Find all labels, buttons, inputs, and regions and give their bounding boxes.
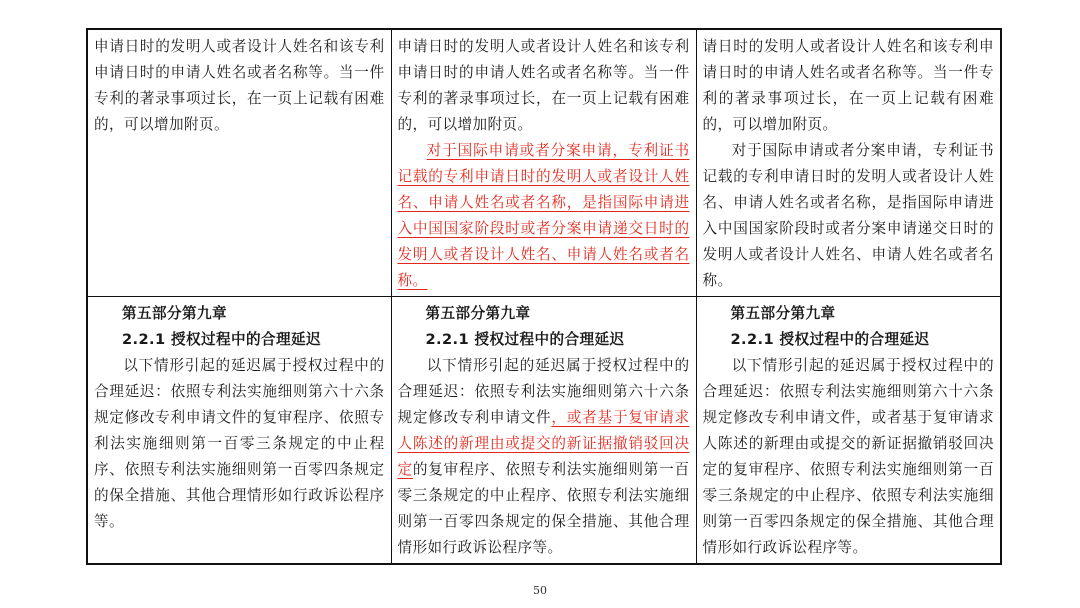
- paragraph: 请日时的发明人或者设计人姓名和该专利申请日时的申请人姓名或者名称等。当一件专利的著录事项过长，在一页上记载有困难的，可以增加附页。: [702, 38, 994, 133]
- comparison-table: [86, 28, 1002, 565]
- added-text: ，或者基于复审请求人陈述的新理由或提交的新证据撤销驳回决定: [397, 409, 690, 478]
- paragraph: [398, 353, 690, 561]
- paragraph: 申请日时的发明人或者设计人姓名和该专利申请日时的申请人姓名或者名称等。当一件专利的著录事项过长，在一页上记载有困难的，可以增加附页。: [94, 38, 385, 133]
- added-text: 对于国际申请或者分案申请，专利证书记载的专利申请日时的发明人或者设计人姓名、申请人姓名或者名称，是指国际申请进入中国国家阶段时或者分案申请递交日时的发明人或者设计人姓名、申请人姓名或者名称。: [397, 142, 690, 289]
- revised-text-cell: [391, 297, 696, 565]
- original-text-cell: [87, 297, 391, 565]
- section-heading: 第五部分第九章: [122, 305, 227, 322]
- paragraph: 以下情形引起的延迟属于授权过程中的合理延迟：依照专利法实施细则第六十六条规定修改专利申请文件的复审程序、依照专利法实施细则第一百零三条规定的中止程序、依照专利法实施细则第一百零四条规定的保全措施、其他合理情形如行政诉讼程序等。: [94, 357, 385, 530]
- table-row: [87, 297, 1001, 565]
- subsection-heading: 2.2.1 授权过程中的合理延迟: [122, 331, 321, 348]
- added-paragraph: [398, 138, 690, 294]
- revised-text-cell: [391, 29, 696, 297]
- original-text-cell: [87, 29, 391, 297]
- body-text: 的复审程序、依照专利法实施细则第一百零三条规定的中止程序、依照专利法实施细则第一百零四条规定的保全措施、其他合理情形如行政诉讼程序等。: [397, 461, 690, 556]
- subsection-heading: 2.2.1 授权过程中的合理延迟: [730, 331, 930, 348]
- section-heading: 第五部分第九章: [425, 305, 531, 322]
- page-number: 50: [533, 584, 547, 597]
- body-text: 以下情形引起的延迟属于授权过程中的合理延迟：依照专利法实施细则第六十六条规定修改专利申请文件: [397, 357, 690, 426]
- paragraph: 对于国际申请或者分案申请，专利证书记载的专利申请日时的发明人或者设计人姓名、申请人姓名或者名称，是指国际申请进入中国国家阶段时或者分案申请递交日时的发明人或者设计人姓名、申请人姓名或者名称。: [702, 142, 994, 289]
- paragraph: 申请日时的发明人或者设计人姓名和该专利申请日时的申请人姓名或者名称等。当一件专利的著录事项过长，在一页上记载有困难的，可以增加附页。: [397, 38, 690, 133]
- subsection-heading: 2.2.1 授权过程中的合理延迟: [425, 331, 625, 348]
- paragraph: 以下情形引起的延迟属于授权过程中的合理延迟：依照专利法实施细则第六十六条规定修改专利申请文件，或者基于复审请求人陈述的新理由或提交的新证据撤销驳回决定的复审程序、依照专利法实施细则第一百零三条规定的中止程序、依照专利法实施细则第一百零四条规定的保全措施、其他合理情形如行政诉讼程序等。: [702, 357, 994, 556]
- section-heading: 第五部分第九章: [730, 305, 836, 322]
- clean-text-cell: [696, 29, 1001, 297]
- clean-text-cell: [696, 297, 1001, 565]
- table-row: [87, 29, 1001, 297]
